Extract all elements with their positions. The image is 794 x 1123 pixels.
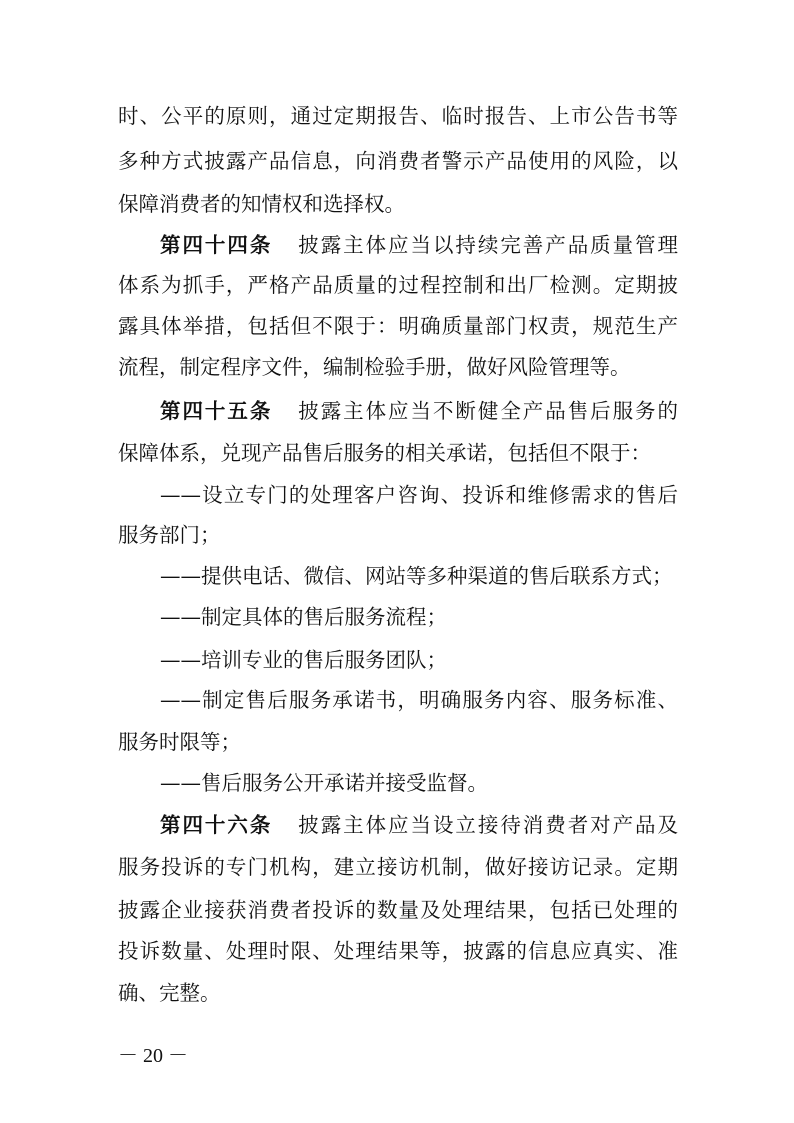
article-44-text: 披露主体应当以持续完善产品质量管理 xyxy=(296,233,679,257)
text-line: 流程，制定程序文件，编制检验手册，做好风险管理等。 xyxy=(118,355,631,379)
list-item: ——设立专门的处理客户咨询、投诉和维修需求的售后 xyxy=(160,483,678,507)
list-item: ——制定具体的售后服务流程； xyxy=(160,605,447,629)
article-46-text: 披露主体应当设立接待消费者对产品及 xyxy=(296,813,679,837)
text-line: 服务投诉的专门机构，建立接访机制，做好接访记录。定期 xyxy=(118,855,678,879)
list-item-continuation: 服务时限等； xyxy=(118,730,241,754)
text-line: 保障消费者的知情权和选择权。 xyxy=(118,192,405,216)
text-line: 时、公平的原则，通过定期报告、临时报告、上市公告书等 xyxy=(118,104,678,128)
page-number: － 20 － xyxy=(118,1045,188,1067)
article-46-first-line xyxy=(160,813,678,837)
text-line: 体系为抓手，严格产品质量的过程控制和出厂检测。定期披 xyxy=(118,273,678,297)
list-item: ——提供电话、微信、网站等多种渠道的售后联系方式； xyxy=(160,564,673,588)
text-line: 露具体举措，包括但不限于：明确质量部门权责，规范生产 xyxy=(118,314,678,338)
article-44-first-line xyxy=(160,233,678,257)
text-line: 投诉数量、处理时限、处理结果等，披露的信息应真实、准 xyxy=(118,939,678,963)
text-line: 确、完整。 xyxy=(118,981,221,1005)
article-44-title: 第四十四条 xyxy=(160,233,273,257)
article-46-title: 第四十六条 xyxy=(160,813,273,837)
list-item: ——培训专业的售后服务团队； xyxy=(160,648,447,672)
article-45-title: 第四十五条 xyxy=(160,399,273,423)
list-item: ——售后服务公开承诺并接受监督。 xyxy=(160,771,488,795)
text-line: 保障体系，兑现产品售后服务的相关承诺，包括但不限于： xyxy=(118,441,651,465)
article-45-first-line xyxy=(160,399,678,423)
article-45-text: 披露主体应当不断健全产品售后服务的 xyxy=(296,399,679,423)
list-item-continuation: 服务部门； xyxy=(118,523,221,547)
list-item: ——制定售后服务承诺书，明确服务内容、服务标准、 xyxy=(160,688,678,712)
text-line: 披露企业接获消费者投诉的数量及处理结果，包括已处理的 xyxy=(118,898,678,922)
text-line: 多种方式披露产品信息，向消费者警示产品使用的风险，以 xyxy=(118,149,678,173)
